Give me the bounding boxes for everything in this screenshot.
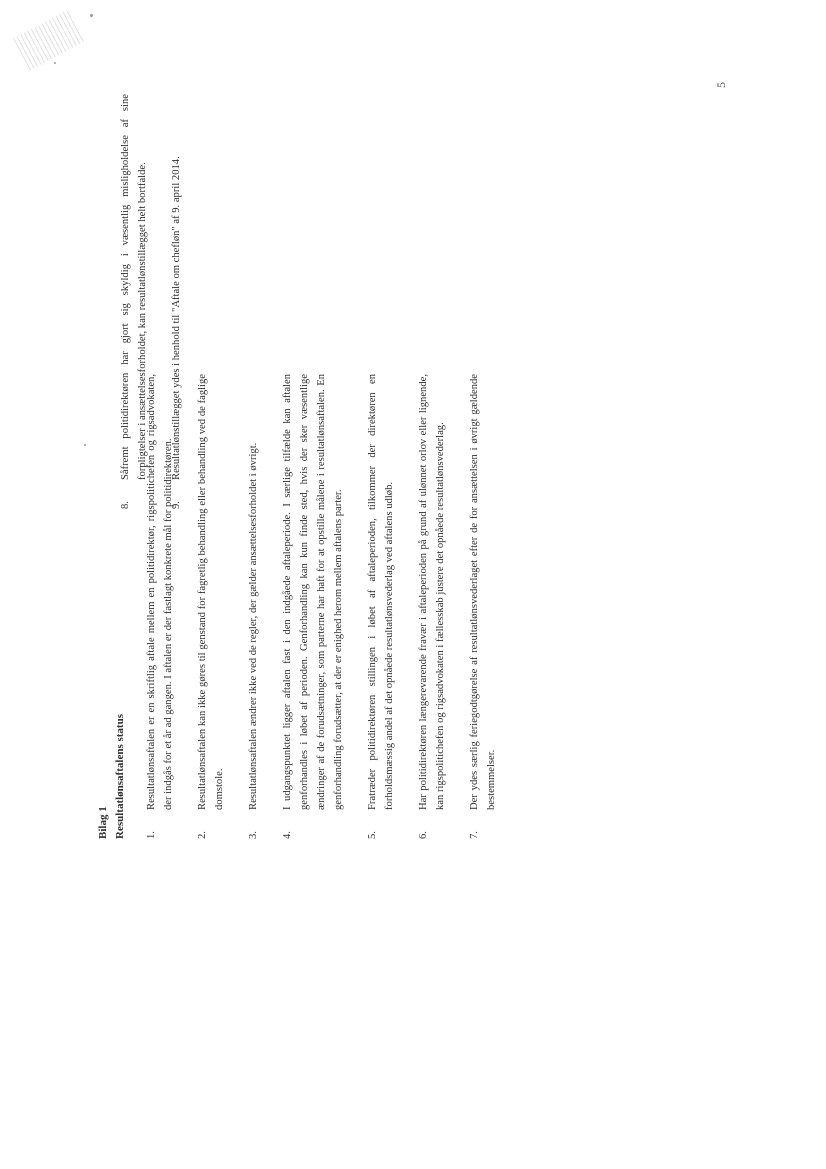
item-text: Resultatlønsaftalen er en skriftlig aftale mellem en politidirektør, rigspolitichefen og rigsadvokaten, der indgås for et år ad gangen. I aftalen er der fastlagt konkrete mål for politidirektøren. [146, 374, 174, 810]
list-item [415, 374, 449, 839]
item-text: Resultatlønsaftalen kan ikke gøres til genstand for fagretlig behandling eller behandling ved de faglige domstole. [197, 374, 225, 810]
item-text: Der ydes særlig feriegodtgørelse af resultatlønsvederlaget efter de for ansættelsen i øvrigt gældende bestemmelser. [469, 374, 497, 810]
list-item [245, 374, 262, 839]
item-number: 2. [197, 831, 208, 839]
page-number: 5 [714, 82, 728, 88]
appendix-label: Bilag 1 [97, 806, 109, 839]
item-number: 8. [120, 501, 131, 509]
item-number: 6. [418, 831, 429, 839]
list-item [279, 374, 347, 839]
appendix-heading: Resultatlønsaftalens status [114, 714, 126, 839]
list-item [168, 94, 185, 509]
item-number: 5. [367, 831, 378, 839]
item-text: I udgangspunktet ligger aftalen fast i den indgåede aftaleperiode. I særlige tilfælde kan aftalen genforhandles i løbet af perioden. Genforhandling kan kun finde sted, hvis der sker væsentlige ændringer af de forudsætninger, som parterne har haft for at opstille målene i resultatlønsaftalen. En genforhandling forudsætter, at der er enighed herom mellem aftalens parter. [282, 374, 344, 810]
list-item [364, 374, 398, 839]
item-number: 1. [146, 831, 157, 839]
list-item [117, 94, 151, 509]
item-text: Har politidirektøren længerevarende fravær i aftaleperioden på grund af ulønnet orlov eller lignende, kan rigspolitichefen og rigsadvokaten i fællesskab justere det opnåede resultatlønsvederlag. [418, 374, 446, 810]
item-text: Såfremt politidirektøren har gjort sig skyldig i væsentlig misligholdelse af sine forpligtelser i ansættelsesforholdet, kan resultatlønstillægget helt bortfalde. [120, 94, 148, 480]
right-column [117, 94, 202, 509]
item-text: Fratræder politidirektøren stillingen i løbet af aftaleperioden, tilkommer der direktøren en forholdsmæssig andel af det opnåede resultatlønsvederlag ved aftalens udløb. [367, 374, 395, 810]
item-number: 3. [248, 831, 259, 839]
item-number: 9. [171, 501, 182, 509]
item-number: 4. [282, 831, 293, 839]
item-number: 7. [469, 831, 480, 839]
item-text: Resultatlønstillægget ydes i henhold til "Aftale om chefløn" af 9. april 2014. [171, 156, 182, 480]
list-item [466, 374, 500, 839]
item-text: Resultatlønsaftalen ændrer ikke ved de regler, der gælder ansættelsesforholdet i øvrigt. [248, 442, 259, 810]
